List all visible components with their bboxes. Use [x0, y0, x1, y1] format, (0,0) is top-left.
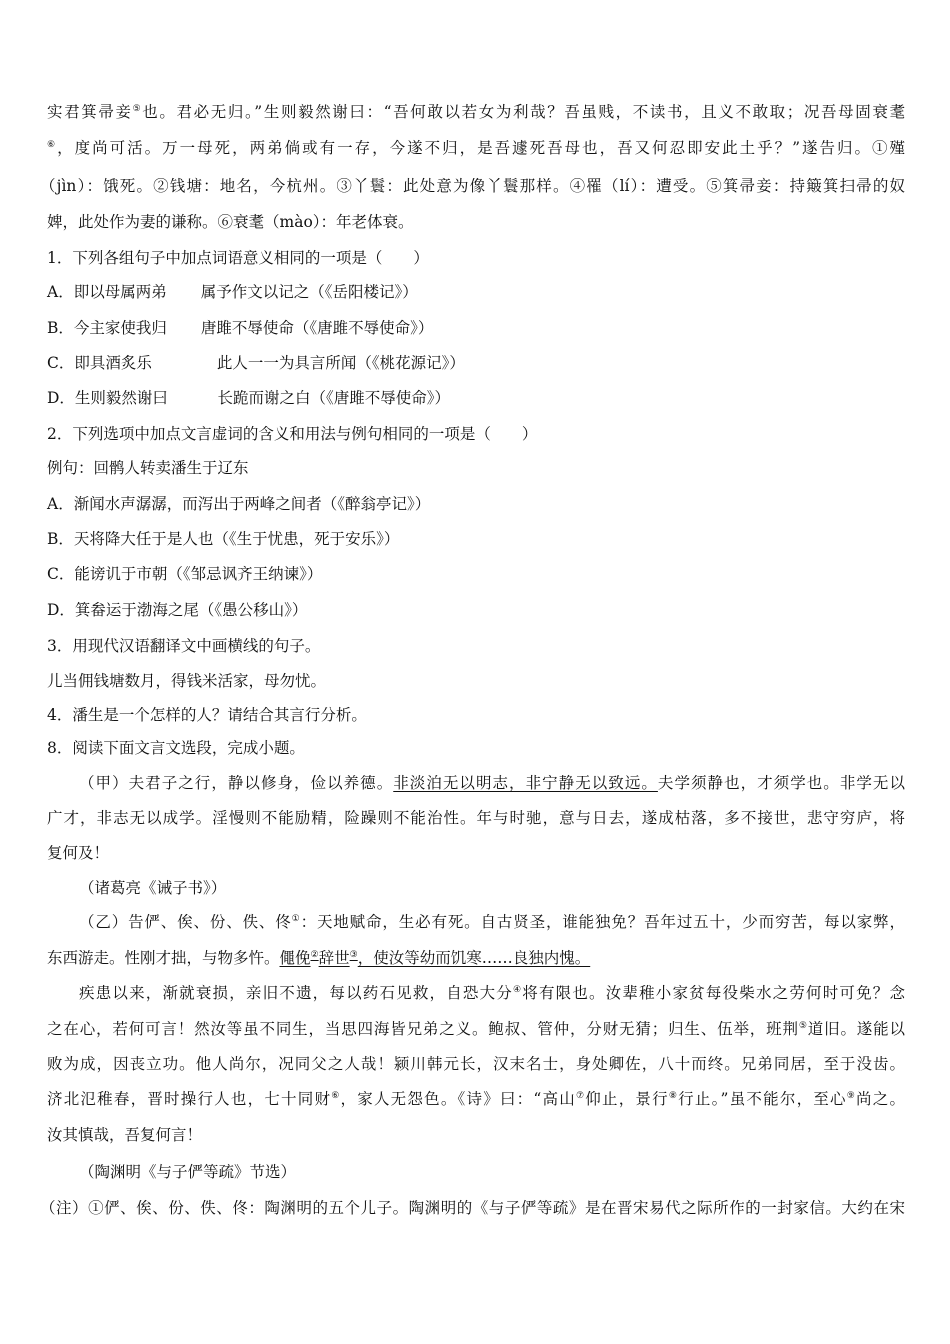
text-line — [47, 353, 905, 373]
underlined-sentence: 僶俛 — [279, 949, 311, 967]
text-segment: 之在心，若何可言！然汝等虽不同生，当思四海皆兄弟之义。鲍叔、管仲，分财无猜；归生、伍举，班荆 — [47, 1020, 799, 1038]
text-line — [47, 636, 905, 656]
text-segment: 汝其慎哉，吾复何言！ — [47, 1126, 203, 1144]
text-line — [47, 529, 905, 549]
text-line — [47, 1125, 905, 1145]
text-segment: 实君箕帚妾 — [47, 103, 133, 121]
text-segment: C．能谤讥于市朝（《邹忌讽齐王纳谏》） — [47, 565, 323, 583]
text-segment: 4．潘生是一个怎样的人？请结合其言行分析。 — [47, 706, 367, 724]
text-segment: 复何及！ — [47, 844, 110, 862]
text-segment: A．渐闻水声潺潺，而泻出于两峰之间者（《醉翁亭记》） — [47, 495, 431, 513]
text-segment: 广才，非志无以成学。淫慢则不能励精，险躁则不能治性。年与时驰，意与日去，遂成枯落，多不接世，悲守穷庐，将 — [47, 809, 905, 827]
text-segment: 长跪而谢之白（《唐雎不辱使命》） — [217, 389, 450, 407]
text-segment: （乙）告俨、俟、份、佚、佟 — [79, 913, 292, 931]
text-line — [47, 738, 905, 758]
text-line — [79, 912, 905, 932]
text-segment: 婢，此处作为妻的谦称。⑥衰耄（mào）：年老体衰。 — [47, 213, 414, 231]
text-segment: （甲）夫君子之行，静以修身，俭以养德。 — [79, 774, 394, 792]
text-segment: 3．用现代汉语翻译文中画横线的句子。 — [47, 637, 321, 655]
text-line — [47, 843, 905, 863]
footnote-marker: ⑦ — [575, 1091, 586, 1101]
underlined-sentence: 非淡泊无以明志，非宁静无以致远。 — [393, 774, 658, 792]
text-segment: （陶渊明《与子俨等疏》节选） — [79, 1163, 297, 1181]
text-line — [47, 1054, 905, 1074]
text-segment: 儿当佣钱塘数月，得钱米活家，母勿忧。 — [47, 672, 327, 690]
text-segment: 唐雎不辱使命（《唐雎不辱使命》） — [200, 319, 434, 337]
footnote-marker: ④ — [513, 985, 523, 995]
text-segment: 8．阅读下面文言文选段，完成小题。 — [47, 739, 305, 757]
text-line — [40, 1198, 905, 1218]
text-segment: 属予作文以记之（《岳阳楼记》） — [200, 283, 418, 301]
text-line — [79, 773, 905, 793]
text-segment: 济北氾稚春，晋时操行人也，七十同财 — [47, 1090, 332, 1108]
text-line — [47, 808, 905, 828]
footnote-marker: ⑧ — [668, 1091, 679, 1101]
text-line — [47, 424, 905, 444]
text-line — [47, 318, 905, 338]
text-segment: A．即以母属两弟 — [47, 283, 167, 301]
text-line — [47, 600, 905, 620]
text-line — [47, 458, 905, 478]
text-line — [79, 1162, 905, 1182]
text-line — [47, 388, 905, 408]
text-segment: C．即具酒炙乐 — [47, 354, 183, 372]
text-line — [47, 494, 905, 514]
text-segment: 例句：回鹘人转卖潘生于辽东 — [47, 459, 249, 477]
text-line — [79, 878, 905, 898]
text-line — [47, 282, 905, 302]
text-line — [47, 138, 905, 158]
text-line — [47, 948, 905, 968]
text-segment: B．天将降大任于是人也（《生于忧患，死于安乐》） — [47, 530, 400, 548]
footnote-marker: ⑥ — [331, 1091, 341, 1101]
text-segment: 尚之。 — [856, 1090, 905, 1108]
footnote-marker: ⑨ — [846, 1091, 857, 1101]
text-segment: 此人一一为具言所闻（《桃花源记》） — [216, 354, 465, 372]
text-segment: 败为成，因丧立功。他人尚尔，况同父之人哉！颍川韩元长，汉末名士，身处卿佐，八十而终。兄弟同居，至于没齿。 — [47, 1055, 905, 1073]
text-line — [47, 671, 905, 691]
text-segment: 行止。”虽不能尔，至心 — [678, 1090, 847, 1108]
text-line — [47, 1089, 905, 1109]
footnote-marker: ⑤ — [132, 104, 143, 114]
text-segment: ，度尚可活。万一母死，两弟倘或有一存，今遂不归，是吾遽死吾母也，吾又何忍即安此土乎？”遂告归。①殣 — [57, 139, 905, 157]
text-segment: 1．下列各组句子中加点词语意义相同的一项是（ ） — [47, 249, 429, 267]
footnote-marker: ③ — [349, 950, 358, 960]
footnote-marker: ⑥ — [47, 140, 58, 150]
footnote-marker: ⑤ — [798, 1021, 808, 1031]
footnote-marker: ① — [291, 914, 301, 924]
text-segment: 仰止，景行 — [585, 1090, 669, 1108]
text-segment: 东西游走。性刚才拙，与物多忤。 — [47, 949, 280, 967]
text-segment: 将有限也。汝辈稚小家贫每役柴水之劳何时可免？念 — [522, 984, 905, 1002]
underlined-sentence: ，使汝等幼而饥寒……良独内愧。 — [357, 949, 591, 967]
text-segment: 也。君必无归。”生则毅然谢曰：“吾何敢以若女为利哉？吾虽贱，不读书，且义不敢取；况吾母固衰耄 — [142, 103, 905, 121]
text-segment: D．箕畚运于渤海之尾（《愚公移山》） — [47, 601, 308, 619]
text-segment: （诸葛亮《诫子书》） — [79, 879, 227, 897]
footnote-marker: ② — [310, 950, 319, 960]
text-segment: （注）①俨、俟、份、佚、佟：陶渊明的五个儿子。陶渊明的《与子俨等疏》是在晋宋易代之际所作的一封家信。大约在宋 — [40, 1199, 905, 1217]
text-line — [40, 176, 905, 196]
underlined-sentence: 辞世 — [318, 949, 350, 967]
text-line — [79, 983, 905, 1003]
text-segment: （jìn）：饿死。②钱塘：地名，今杭州。③丫鬟：此处意为像丫鬟那样。④罹（lí）：遭受。⑤箕帚妾：持簸箕扫帚的奴 — [40, 177, 905, 195]
text-segment: 疾患以来，渐就衰损，亲旧不遗，每以药石见救，自恐大分 — [79, 984, 513, 1002]
text-segment: B．今主家使我归 — [47, 319, 167, 337]
text-segment: ：天地赋命，生必有死。自古贤圣，谁能独免？吾年过五十，少而穷苦，每以家弊， — [300, 913, 905, 931]
text-line — [47, 248, 905, 268]
text-line — [47, 102, 905, 122]
text-segment: 道旧。遂能以 — [807, 1020, 905, 1038]
text-segment: 夫学须静也，才须学也。非学无以 — [657, 774, 905, 792]
text-line — [47, 212, 905, 232]
text-segment: D．生则毅然谢曰 — [47, 389, 184, 407]
text-segment: 2．下列选项中加点文言虚词的含义和用法与例句相同的一项是（ ） — [47, 425, 538, 443]
text-segment: ，家人无怨色。《诗》曰：“高山 — [340, 1090, 576, 1108]
text-line — [47, 705, 905, 725]
text-line — [47, 564, 905, 584]
text-line — [47, 1019, 905, 1039]
